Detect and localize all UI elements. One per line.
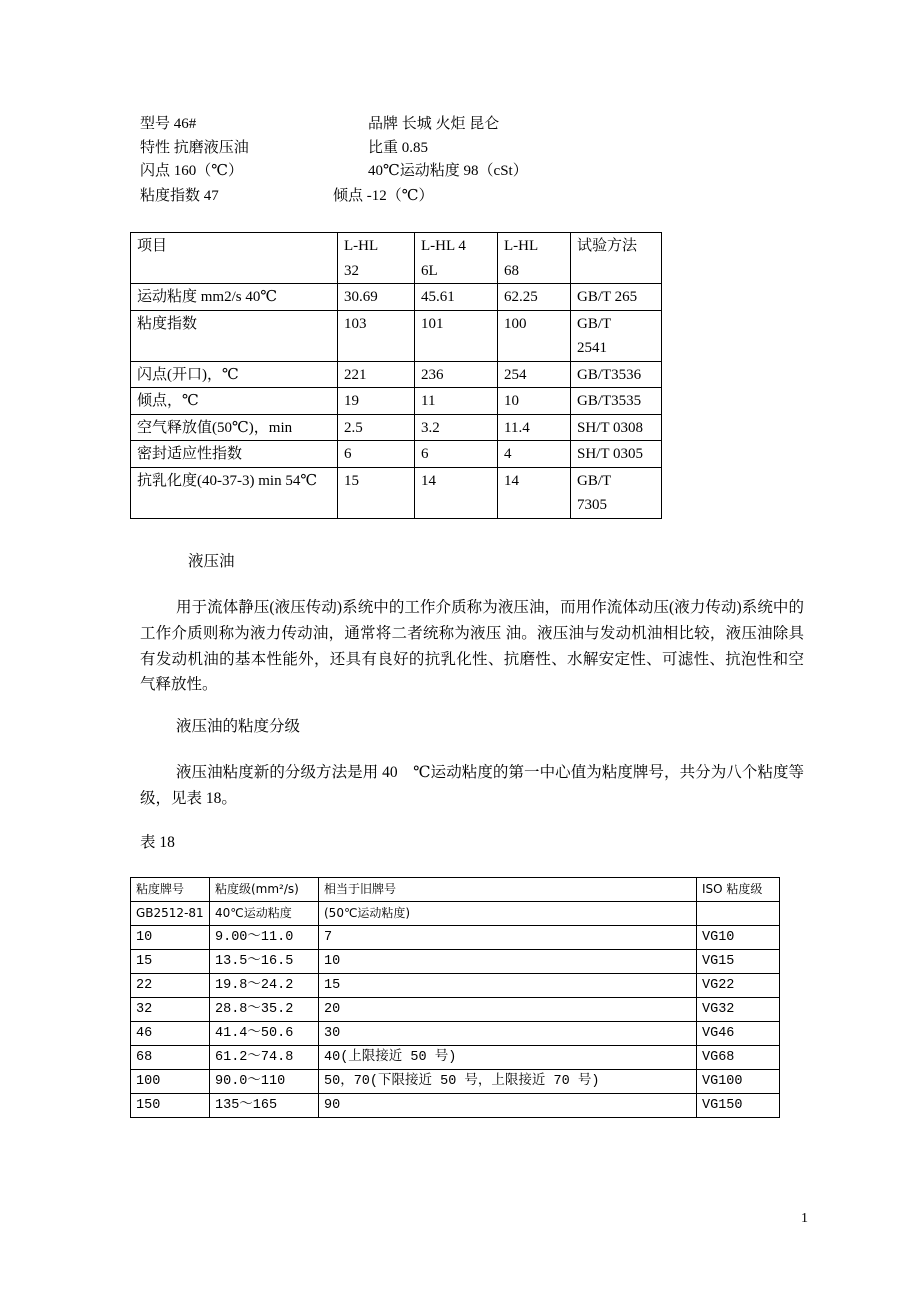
table-cell: 倾点，℃ <box>131 388 338 415</box>
table-cell: 运动粘度 mm2/s 40℃ <box>131 284 338 311</box>
table-cell: 62.25 <box>498 284 571 311</box>
table-cell: 68 <box>131 1046 210 1070</box>
table-row <box>131 310 662 361</box>
table-cell: VG15 <box>697 950 780 974</box>
info-viscosity-index: 粘度指数 47 <box>140 188 219 204</box>
table-cell: 粘度指数 <box>131 310 338 361</box>
table-cell: 61.2～74.8 <box>210 1046 319 1070</box>
table-row <box>131 441 662 468</box>
header-cell: L-HL 32 <box>338 233 415 284</box>
header-cell: L-HL 46L <box>415 233 498 284</box>
table-row <box>131 388 662 415</box>
header-cell: L-HL 68 <box>498 233 571 284</box>
table-cell: SH/T 0308 <box>571 414 662 441</box>
table-cell: 50，70(下限接近 50 号，上限接近 70 号) <box>319 1070 697 1094</box>
table-cell: 6 <box>338 441 415 468</box>
table-cell: 32 <box>131 998 210 1022</box>
table-row <box>131 284 662 311</box>
table-cell: 10 <box>131 926 210 950</box>
table-cell: 45.61 <box>415 284 498 311</box>
table-cell: 101 <box>415 310 498 361</box>
table-cell: 30.69 <box>338 284 415 311</box>
table-cell: 15 <box>319 974 697 998</box>
table-row <box>131 1022 780 1046</box>
table-cell: 空气释放值(50℃)，min <box>131 414 338 441</box>
table-label: 表 18 <box>140 834 175 851</box>
table-cell: 150 <box>131 1094 210 1118</box>
subheader-cell: (50℃运动粘度) <box>319 902 697 926</box>
table-cell: 90.0～110 <box>210 1070 319 1094</box>
properties-table <box>130 232 662 519</box>
table-cell: VG32 <box>697 998 780 1022</box>
table-row <box>131 950 780 974</box>
table-cell: 11.4 <box>498 414 571 441</box>
table-cell: 28.8～35.2 <box>210 998 319 1022</box>
table-cell: 13.5～16.5 <box>210 950 319 974</box>
table-row <box>131 1070 780 1094</box>
table-cell: VG10 <box>697 926 780 950</box>
paragraph-definition: 用于流体静压(液压传动)系统中的工作介质称为液压油，而用作流体动压(液力传动)系统中的工作介质则称为液力传动油，通常将二者统称为液压 油。液压油与发动机油相比较，液压油除具有发动机油的基本性能外，还具有良好的抗乳化性、抗磨性、水解安定性、可滤性、抗泡性和空气释放性。 <box>140 599 804 694</box>
table-row <box>131 974 780 998</box>
table-cell: 4 <box>498 441 571 468</box>
header-cell: 相当于旧牌号 <box>319 878 697 902</box>
table-cell: GB/T 7305 <box>571 467 662 518</box>
table-cell: 22 <box>131 974 210 998</box>
table-cell: 10 <box>498 388 571 415</box>
table-cell: 103 <box>338 310 415 361</box>
table-cell: 11 <box>415 388 498 415</box>
table-cell: 100 <box>498 310 571 361</box>
table-cell: 14 <box>415 467 498 518</box>
table-cell: 6 <box>415 441 498 468</box>
table-cell: 14 <box>498 467 571 518</box>
table-cell: GB/T3536 <box>571 361 662 388</box>
table-cell: GB/T3535 <box>571 388 662 415</box>
table-cell: 40(上限接近 50 号) <box>319 1046 697 1070</box>
table-row <box>131 414 662 441</box>
table-row <box>131 361 662 388</box>
table-row <box>131 467 662 518</box>
table-cell: 100 <box>131 1070 210 1094</box>
subheader-cell <box>697 902 780 926</box>
table-row <box>131 1094 780 1118</box>
table-row <box>131 1046 780 1070</box>
table-cell: 闪点(开口)，℃ <box>131 361 338 388</box>
table-cell: 236 <box>415 361 498 388</box>
table-cell: 254 <box>498 361 571 388</box>
table-cell: 20 <box>319 998 697 1022</box>
heading-viscosity-grading: 液压油的粘度分级 <box>176 718 301 735</box>
info-feature: 特性 抗磨液压油 <box>140 140 249 156</box>
table-row <box>131 998 780 1022</box>
table-cell: 135～165 <box>210 1094 319 1118</box>
table-cell: 抗乳化度(40-37-3) min 54℃ <box>131 467 338 518</box>
table-cell: 7 <box>319 926 697 950</box>
table-cell: 46 <box>131 1022 210 1046</box>
info-model: 型号 46# <box>140 116 197 132</box>
table-cell: GB/T 2541 <box>571 310 662 361</box>
header-cell: 粘度级(mm²/s) <box>210 878 319 902</box>
viscosity-grade-table <box>130 877 780 1118</box>
header-cell: 试验方法 <box>571 233 662 284</box>
table-cell: VG22 <box>697 974 780 998</box>
table-cell: 30 <box>319 1022 697 1046</box>
table-cell: 19 <box>338 388 415 415</box>
table-cell: 9.00～11.0 <box>210 926 319 950</box>
paragraph-grading: 液压油粘度新的分级方法是用 40 ℃运动粘度的第一中心值为粘度牌号，共分为八个粘度等级，见表 18。 <box>140 764 804 807</box>
table-cell: 41.4～50.6 <box>210 1022 319 1046</box>
table-cell: VG100 <box>697 1070 780 1094</box>
table-cell: VG150 <box>697 1094 780 1118</box>
table-cell: 15 <box>338 467 415 518</box>
table-cell: VG68 <box>697 1046 780 1070</box>
table-cell: GB/T 265 <box>571 284 662 311</box>
table-cell: 90 <box>319 1094 697 1118</box>
table-cell: 221 <box>338 361 415 388</box>
header-cell: 项目 <box>131 233 338 284</box>
heading-hydraulic-oil: 液压油 <box>188 553 235 570</box>
subheader-cell: 40℃运动粘度 <box>210 902 319 926</box>
info-viscosity-40: 40℃运动粘度 98（cSt） <box>368 163 528 179</box>
header-cell: 粘度牌号 <box>131 878 210 902</box>
info-flash-point: 闪点 160（℃） <box>140 163 244 179</box>
table-cell: SH/T 0305 <box>571 441 662 468</box>
info-gravity: 比重 0.85 <box>368 140 429 156</box>
subheader-cell: GB2512-81 <box>131 902 210 926</box>
header-cell: ISO 粘度级 <box>697 878 780 902</box>
table-header-row <box>131 878 780 902</box>
info-pour-point: 倾点 -12（℃） <box>333 188 434 204</box>
table-cell: 3.2 <box>415 414 498 441</box>
table-cell: 2.5 <box>338 414 415 441</box>
table-row <box>131 926 780 950</box>
table-subheader-row <box>131 902 780 926</box>
table-cell: 15 <box>131 950 210 974</box>
table-cell: 19.8～24.2 <box>210 974 319 998</box>
table-header-row <box>131 233 662 284</box>
page-number: 1 <box>801 1211 808 1226</box>
table-cell: 10 <box>319 950 697 974</box>
table-cell: VG46 <box>697 1022 780 1046</box>
info-brand: 品牌 长城 火炬 昆仑 <box>368 116 500 132</box>
table-cell: 密封适应性指数 <box>131 441 338 468</box>
